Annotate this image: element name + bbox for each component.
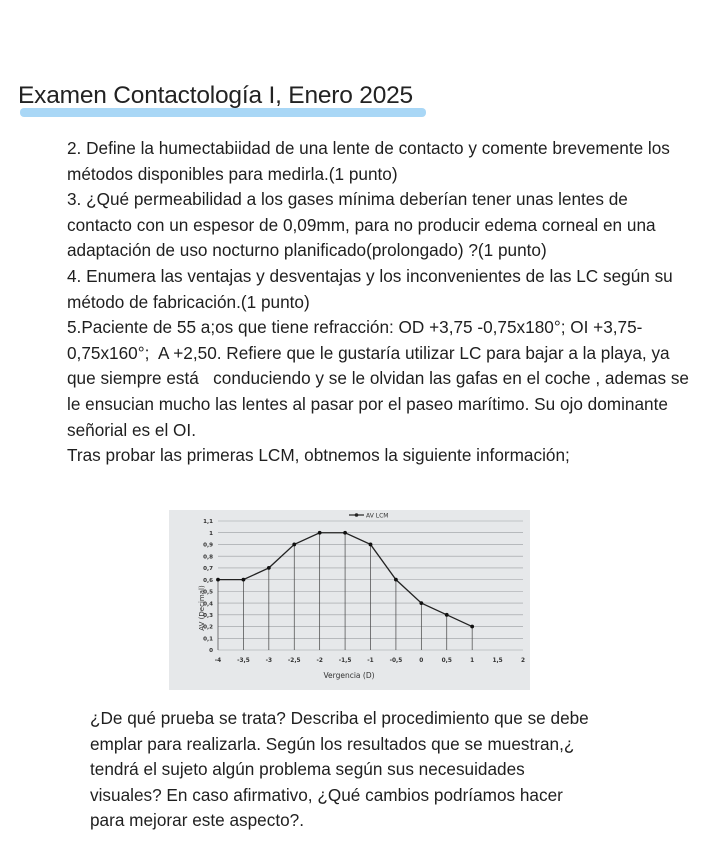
data-point (369, 543, 373, 547)
data-point (242, 578, 246, 582)
data-point (419, 601, 423, 605)
question-4: 4. Enumera las ventajas y desventajas y los inconvenientes de las LC según su método de fabricación.(1 punto) (67, 265, 678, 312)
x-tick-label: -0,5 (389, 658, 403, 664)
av-chart (169, 510, 530, 690)
x-tick-label: -3,5 (237, 658, 250, 664)
y-tick-label: 1 (209, 530, 213, 537)
data-point (343, 531, 347, 535)
x-tick-label: -1,5 (338, 658, 352, 664)
data-point (318, 531, 322, 535)
y-tick-label: 0,9 (203, 542, 213, 549)
x-tick-label: 0 (419, 658, 424, 664)
question-2: 2. Define la humectabiidad de una lente de contacto y comente brevemente los métodos disponibles para medirla.(1 punto) (67, 138, 675, 184)
x-tick-label: -2,5 (287, 658, 301, 664)
question-5-intro: Tras probar las primeras LCM, obtnemos la siguiente información; (67, 445, 570, 466)
y-tick-label: 0,5 (203, 589, 213, 596)
y-tick-label: 0,6 (203, 577, 213, 584)
y-tick-label: 0 (209, 648, 213, 655)
x-tick-label: -1 (367, 658, 374, 664)
x-tick-label: 1 (470, 658, 475, 664)
y-axis-label: AV (Decimal) (198, 585, 206, 631)
y-tick-label: 0,8 (203, 554, 213, 561)
x-tick-label: 0,5 (441, 658, 452, 664)
y-tick-label: 0,4 (203, 601, 213, 608)
x-tick-label: 2 (520, 658, 526, 664)
y-tick-label: 0,7 (203, 566, 213, 573)
x-tick-label: -3 (265, 658, 273, 664)
questions-block (67, 136, 692, 469)
data-point (394, 578, 398, 582)
question-5: 5.Paciente de 55 a;os que tiene refracción: OD +3,75 -0,75x180°; OI +3,75-0,75x160°; A +2,50. Refiere que le gustaría utilizar LC para bajar a la playa, ya que siempre está conduciendo y se le olvidan las gafas en el coche , ademas se le ensucian mucho las lentes al pasar por el paseo marítimo. Su ojo dominante señorial es el OI. (67, 317, 694, 440)
data-point (470, 625, 474, 629)
exam-title-block (18, 82, 413, 110)
x-tick-label: 1,5 (492, 658, 503, 664)
final-question-block (90, 706, 590, 834)
y-tick-label: 0,2 (203, 624, 213, 631)
y-tick-label: 0,1 (203, 636, 213, 643)
y-tick-label: 0,3 (203, 613, 213, 620)
data-point (292, 543, 296, 547)
x-axis-label: Vergencia (D) (323, 671, 375, 680)
question-3: 3. ¿Qué permeabilidad a los gases mínima deberían tener unas lentes de contacto con un espesor de 0,09mm, para no producir edema corneal en una adaptación de uso nocturno planificado(prolongado) ?(1 punto) (67, 189, 661, 261)
y-tick-label: 1,1 (203, 519, 213, 526)
chart-figure (169, 510, 530, 690)
data-point (445, 613, 449, 617)
x-tick-label: -4 (214, 658, 222, 664)
data-point (216, 578, 220, 582)
legend-label: AV LCM (366, 512, 389, 520)
final-question: ¿De qué prueba se trata? Describa el procedimiento que se debe emplar para realizarla. Según los resultados que se muestran,¿ tendrá el sujeto algún problema según sus necesuidades visuales? En caso afirmativo, ¿Qué cambios podríamos hacer para mejorar este aspecto?. (90, 708, 589, 831)
chart-legend (349, 513, 388, 520)
data-point (267, 566, 271, 570)
page-title: Examen Contactología I, Enero 2025 (18, 82, 413, 109)
legend-marker (355, 513, 359, 517)
x-tick-label: -2 (316, 658, 323, 664)
